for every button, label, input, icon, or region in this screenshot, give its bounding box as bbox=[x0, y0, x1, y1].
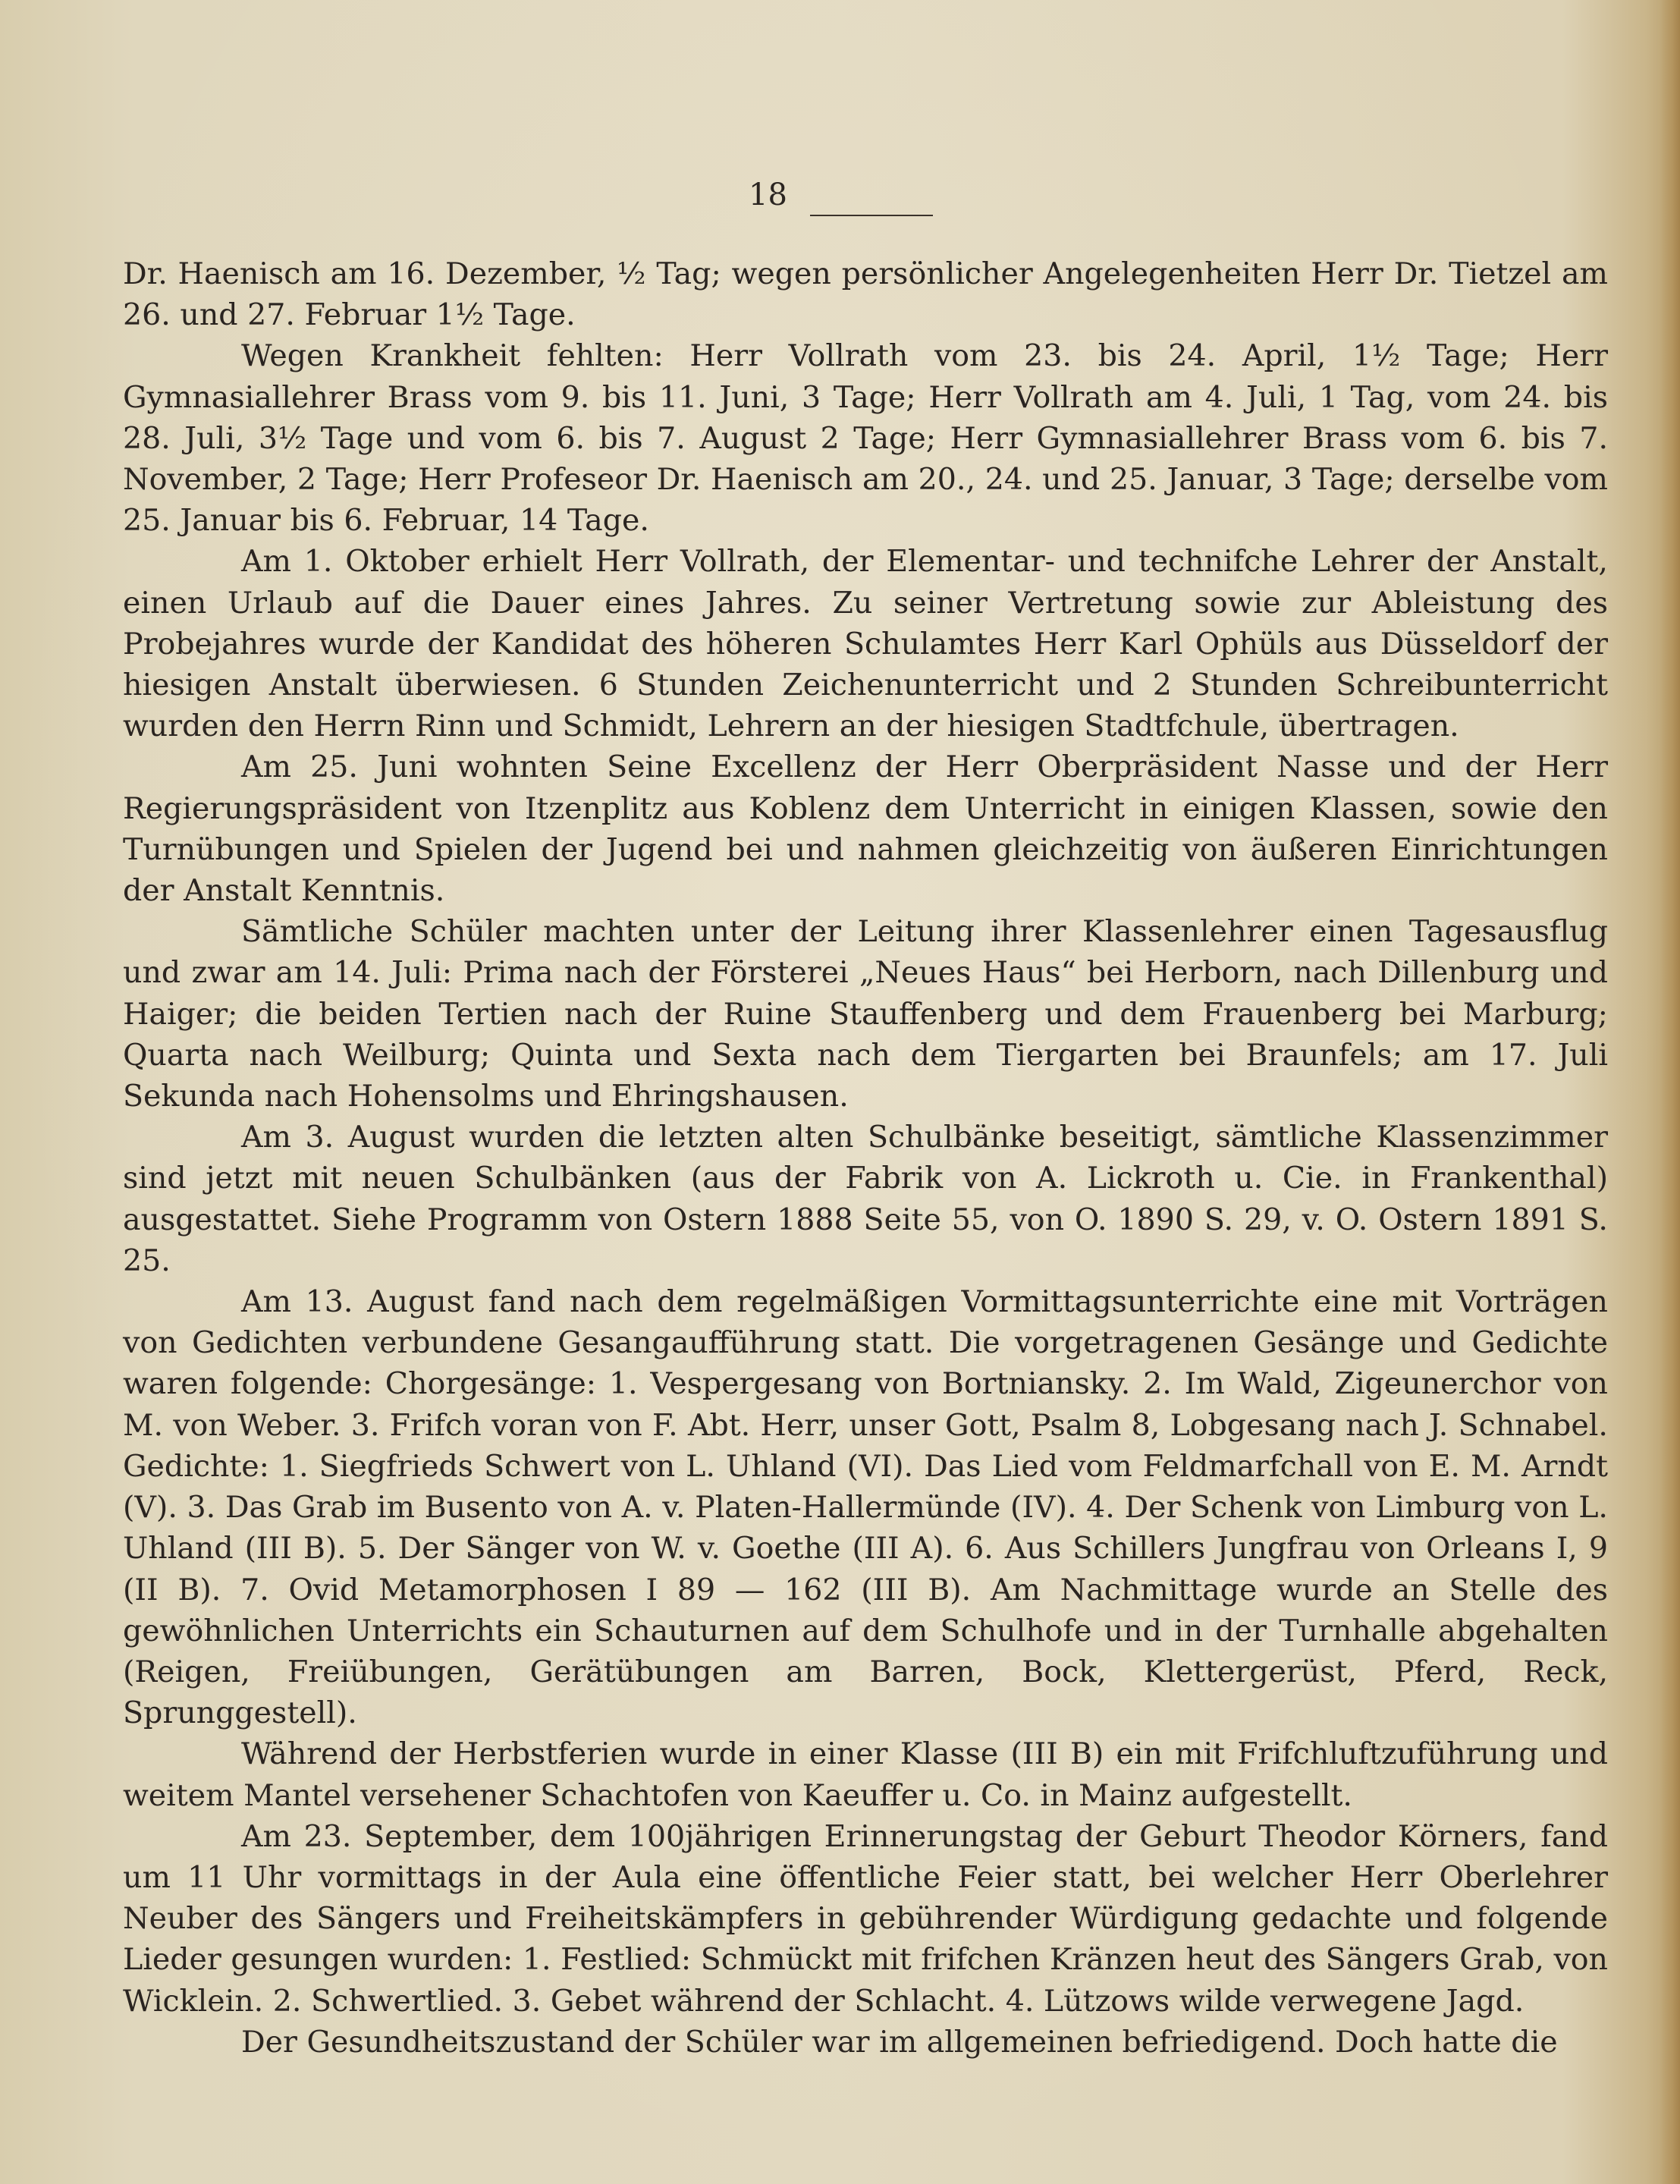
paragraph-4: Am 25. Juni wohnten Seine Excellenz der Herr Oberpräsident Nasse und der Herr Regierungspräsident von Itzenplitz aus Koblenz dem Unterricht in einigen Klassen, sowie den Turnübungen und Spielen der Jugend bei und nahmen gleichzeitig von äußeren Einrichtungen der Anstalt Kenntnis. bbox=[123, 749, 1608, 909]
paragraph-6: Am 3. August wurden die letzten alten Schulbänke beseitigt, sämtliche Klassenzimmer sind jetzt mit neuen Schulbänken (aus der Fabrik von A. Lickroth u. Cie. in Frankenthal) ausgestattet. Siehe Programm von Ostern 1888 Seite 55, von O. 1890 S. 29, v. O. Ostern 1891 S. 25. bbox=[123, 1120, 1608, 1278]
paragraph-9: Am 23. September, dem 100jährigen Erinnerungstag der Geburt Theodor Körners, fand um 11 Uhr vormittags in der Aula eine öffentliche Feier statt, bei welcher Herr Oberlehrer Neuber des Sängers und Freiheitskämpfers in gebührender Würdigung gedachte und folgende Lieder gesungen wurden: 1. Festlied: Schmückt mit frifchen Kränzen heut des Sängers Grab, von Wicklein. 2. Schwertlied. 3. Gebet während der Schlacht. 4. Lützows wilde verwegene Jagd. bbox=[123, 1818, 1608, 2019]
page-number bbox=[0, 176, 1680, 214]
paragraph-8: Während der Herbstferien wurde in einer Klasse (III B) ein mit Frifchluftzuführung und weitem Mantel versehener Schachtofen von Kaeuffer u. Co. in Mainz aufgestellt. bbox=[123, 1736, 1608, 1813]
paragraph-7: Am 13. August fand nach dem regelmäßigen Vormittagsunterrichte eine mit Vorträgen von Gedichten verbundene Gesangaufführung statt. Die vorgetragenen Gesänge und Gedichte waren folgende: Chorgesänge: 1. Vespergesang von Bortniansky. 2. Im Wald, Zigeunerchor von M. von Weber. 3. Frifch voran von F. Abt. Herr, unser Gott, Psalm 8, Lobgesang nach J. Schnabel. Gedichte: 1. Siegfrieds Schwert von L. Uhland (VI). Das Lied vom Feldmarfchall von E. M. Arndt (V). 3. Das Grab im Busento von A. v. Platen-Hallermünde (IV). 4. Der Schenk von Limburg von L. Uhland (III B). 5. Der Sänger von W. v. Goethe (III A). 6. Aus Schillers Jungfrau von Orleans I, 9 (II B). 7. Ovid Metamorphosen I 89 — 162 (III B). Am Nachmittage wurde an Stelle des gewöhnlichen Unterrichts ein Schauturnen auf dem Schulhofe und in der Turnhalle abgehalten (Reigen, Freiübungen, Gerätübungen am Barren, Bock, Klettergerüst, Pferd, Reck, Sprunggestell). bbox=[123, 1284, 1608, 1731]
paragraph-1: Dr. Haenisch am 16. Dezember, ½ Tag; wegen persönlicher Angelegenheiten Herr Dr. Tietzel am 26. und 27. Februar 1½ Tage. bbox=[123, 256, 1608, 333]
page-number-text: 18 bbox=[749, 178, 787, 212]
paragraph-5: Sämtliche Schüler machten unter der Leitung ihrer Klassenlehrer einen Tagesausflug und zwar am 14. Juli: Prima nach der Försterei „Neues Haus“ bei Herborn, nach Dillenburg und Haiger; die beiden Tertien nach der Ruine Stauffenberg und dem Frauenberg bei Marburg; Quarta nach Weilburg; Quinta und Sexta nach dem Tiergarten bei Braunfels; am 17. Juli Sekunda nach Hohensolms und Ehringshausen. bbox=[123, 914, 1608, 1114]
body-text bbox=[123, 253, 1608, 2063]
paragraph-2: Wegen Krankheit fehlten: Herr Vollrath vom 23. bis 24. April, 1½ Tage; Herr Gymnasiallehrer Brass vom 9. bis 11. Juni, 3 Tage; Herr Vollrath am 4. Juli, 1 Tag, vom 24. bis 28. Juli, 3½ Tage und vom 6. bis 7. August 2 Tage; Herr Gymnasiallehrer Brass vom 6. bis 7. November, 2 Tage; Herr Profeseor Dr. Haenisch am 20., 24. und 25. Januar, 3 Tage; derselbe vom 25. Januar bis 6. Februar, 14 Tage. bbox=[123, 338, 1608, 539]
header-rule bbox=[810, 215, 933, 216]
paragraph-3: Am 1. Oktober erhielt Herr Vollrath, der Elementar- und technifche Lehrer der Anstalt, einen Urlaub auf die Dauer eines Jahres. Zu seiner Vertretung sowie zur Ableistung des Probejahres wurde der Kandidat des höheren Schulamtes Herr Karl Ophüls aus Düsseldorf der hiesigen Anstalt überwiesen. 6 Stunden Zeichenunterricht und 2 Stunden Schreibunterricht wurden den Herrn Rinn und Schmidt, Lehrern an der hiesigen Stadtfchule, übertragen. bbox=[123, 544, 1608, 744]
page-edge-shading bbox=[1660, 0, 1680, 2184]
paragraph-10: Der Gesundheitszustand der Schüler war im allgemeinen befriedigend. Doch hatte die bbox=[241, 2024, 1558, 2060]
